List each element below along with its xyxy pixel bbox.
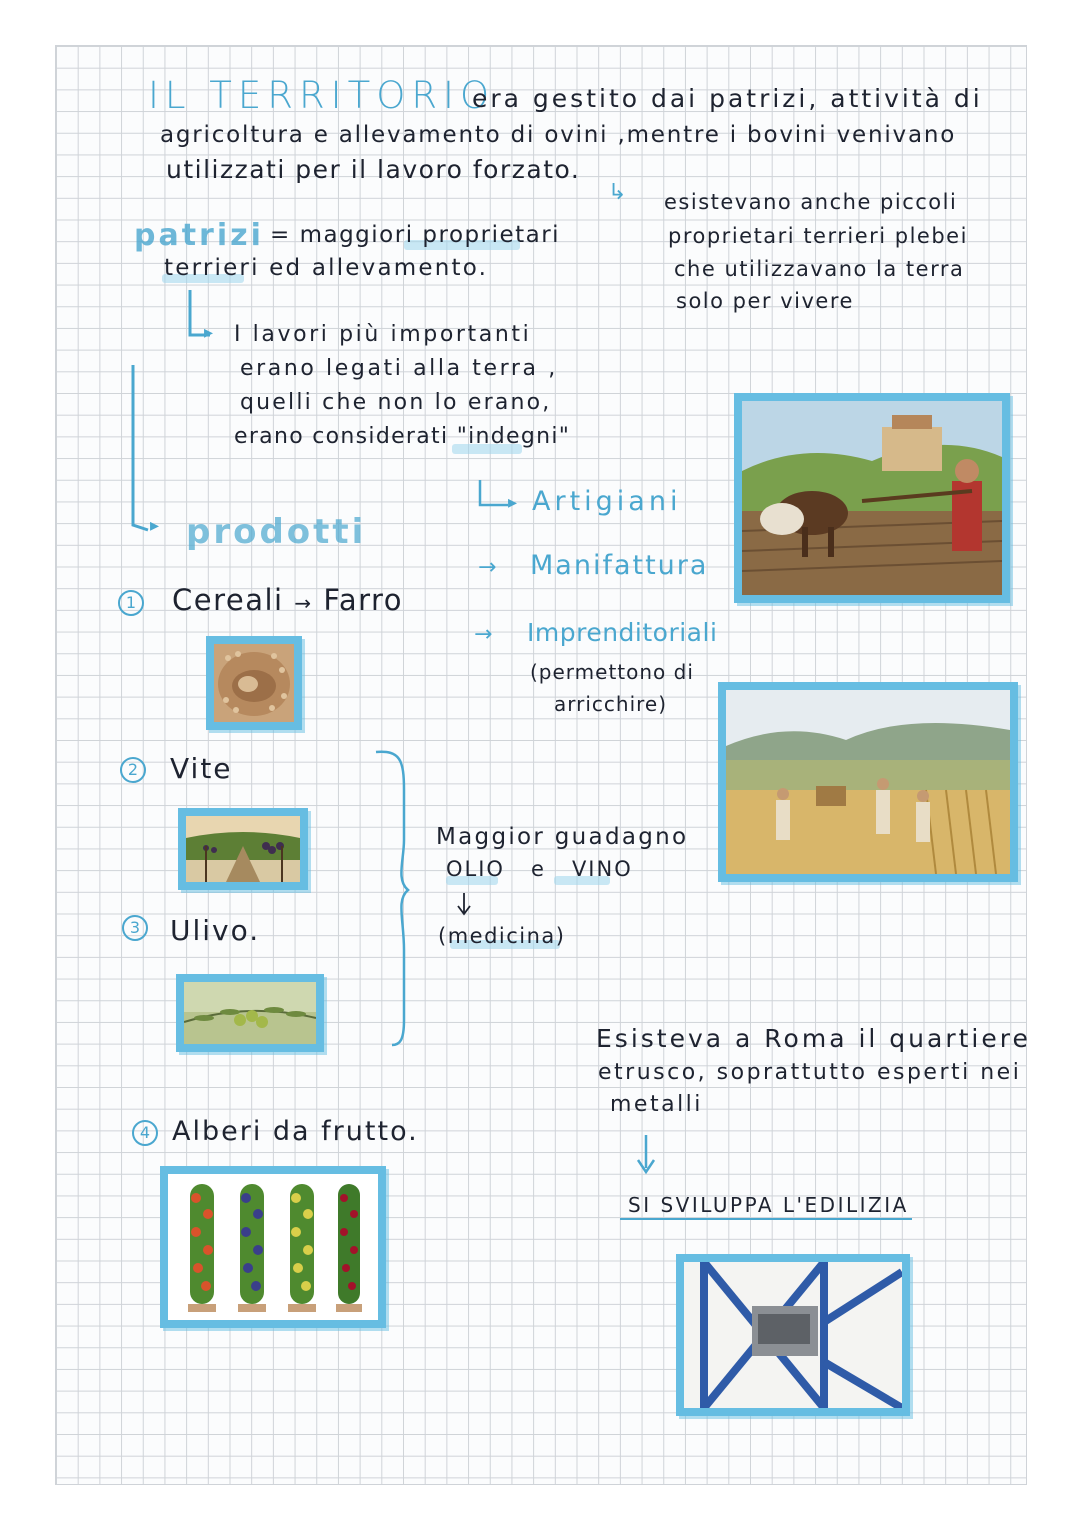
prodotti-heading: prodotti bbox=[186, 512, 367, 552]
plebei-line4: solo per vivere bbox=[676, 289, 854, 313]
title-line3: utilizzati per il lavoro forzato. bbox=[166, 155, 581, 184]
etrusco-line2: etrusco, soprattutto esperti nei bbox=[598, 1060, 1022, 1085]
list-item-artigiani: Artigiani bbox=[532, 486, 682, 517]
arrow-right-icon: ▸ bbox=[150, 515, 160, 536]
etrusco-line1: Esisteva a Roma il quartiere bbox=[596, 1024, 1031, 1053]
product-vite: Vite bbox=[170, 752, 233, 785]
list-item-imprenditoriali: Imprenditoriali bbox=[527, 618, 718, 647]
product-cereali: Cereali → Farro bbox=[172, 583, 404, 617]
item-number-badge: 3 bbox=[122, 915, 148, 941]
item-number-badge: 2 bbox=[120, 757, 146, 783]
photo-harvest bbox=[718, 682, 1018, 882]
item-number-badge: 1 bbox=[118, 590, 144, 616]
photo-vineyard bbox=[178, 808, 308, 890]
product-alberi-da-frutto: Alberi da frutto. bbox=[172, 1116, 419, 1147]
plebei-line3: che utilizzavano la terra bbox=[674, 257, 965, 281]
arrow-right-icon: ▸ bbox=[204, 322, 214, 343]
photo-farro-grains bbox=[206, 636, 302, 730]
guadagno-line1: Maggior guadagno bbox=[436, 824, 689, 850]
arrow-right-icon: ▸ bbox=[508, 492, 518, 513]
imprenditoriali-note-line1: (permettono di bbox=[530, 660, 694, 684]
list-item-manifattura: Manifattura bbox=[530, 550, 709, 581]
plebei-line1: esistevano anche piccoli bbox=[664, 190, 958, 214]
arrow-right-icon: → bbox=[478, 555, 497, 580]
page-title: IL TERRITORIO bbox=[148, 74, 496, 117]
lavori-line3: quelli che non lo erano, bbox=[240, 390, 552, 415]
item-number-badge: 4 bbox=[132, 1120, 158, 1146]
photo-ox-plowing bbox=[734, 393, 1010, 603]
arrow-right-icon: → bbox=[474, 622, 493, 647]
plebei-line2: proprietari terrieri plebei bbox=[668, 224, 968, 248]
lavori-line4: erano considerati "indegni" bbox=[234, 424, 571, 449]
imprenditoriali-note-line2: arricchire) bbox=[554, 692, 668, 716]
lavori-line2: erano legati alla terra , bbox=[240, 356, 558, 381]
patrizi-definition-line2: terrieri ed allevamento. bbox=[164, 255, 489, 281]
title-line2: agricoltura e allevamento di ovini ,mentre i bovini venivano bbox=[160, 122, 957, 148]
guadagno-line2: OLIO e VINO bbox=[446, 857, 633, 881]
patrizi-term: patrizi bbox=[134, 218, 264, 253]
etrusco-conclusion: SI SVILUPPA L'EDILIZIA bbox=[628, 1193, 909, 1217]
arrow-hook-icon: ↳ bbox=[608, 180, 627, 205]
product-ulivo: Ulivo. bbox=[170, 914, 261, 947]
photo-fruit-trees bbox=[160, 1166, 386, 1328]
patrizi-definition-line1: = maggiori proprietari bbox=[270, 222, 561, 248]
title-line1: era gestito dai patrizi, attività di bbox=[472, 84, 983, 113]
lavori-line1: I lavori più importanti bbox=[234, 322, 532, 347]
etrusco-line3: metalli bbox=[610, 1092, 703, 1117]
guadagno-line3: (medicina) bbox=[438, 924, 566, 948]
photo-olive-branch bbox=[176, 974, 324, 1052]
photo-construction-crane bbox=[676, 1254, 910, 1416]
